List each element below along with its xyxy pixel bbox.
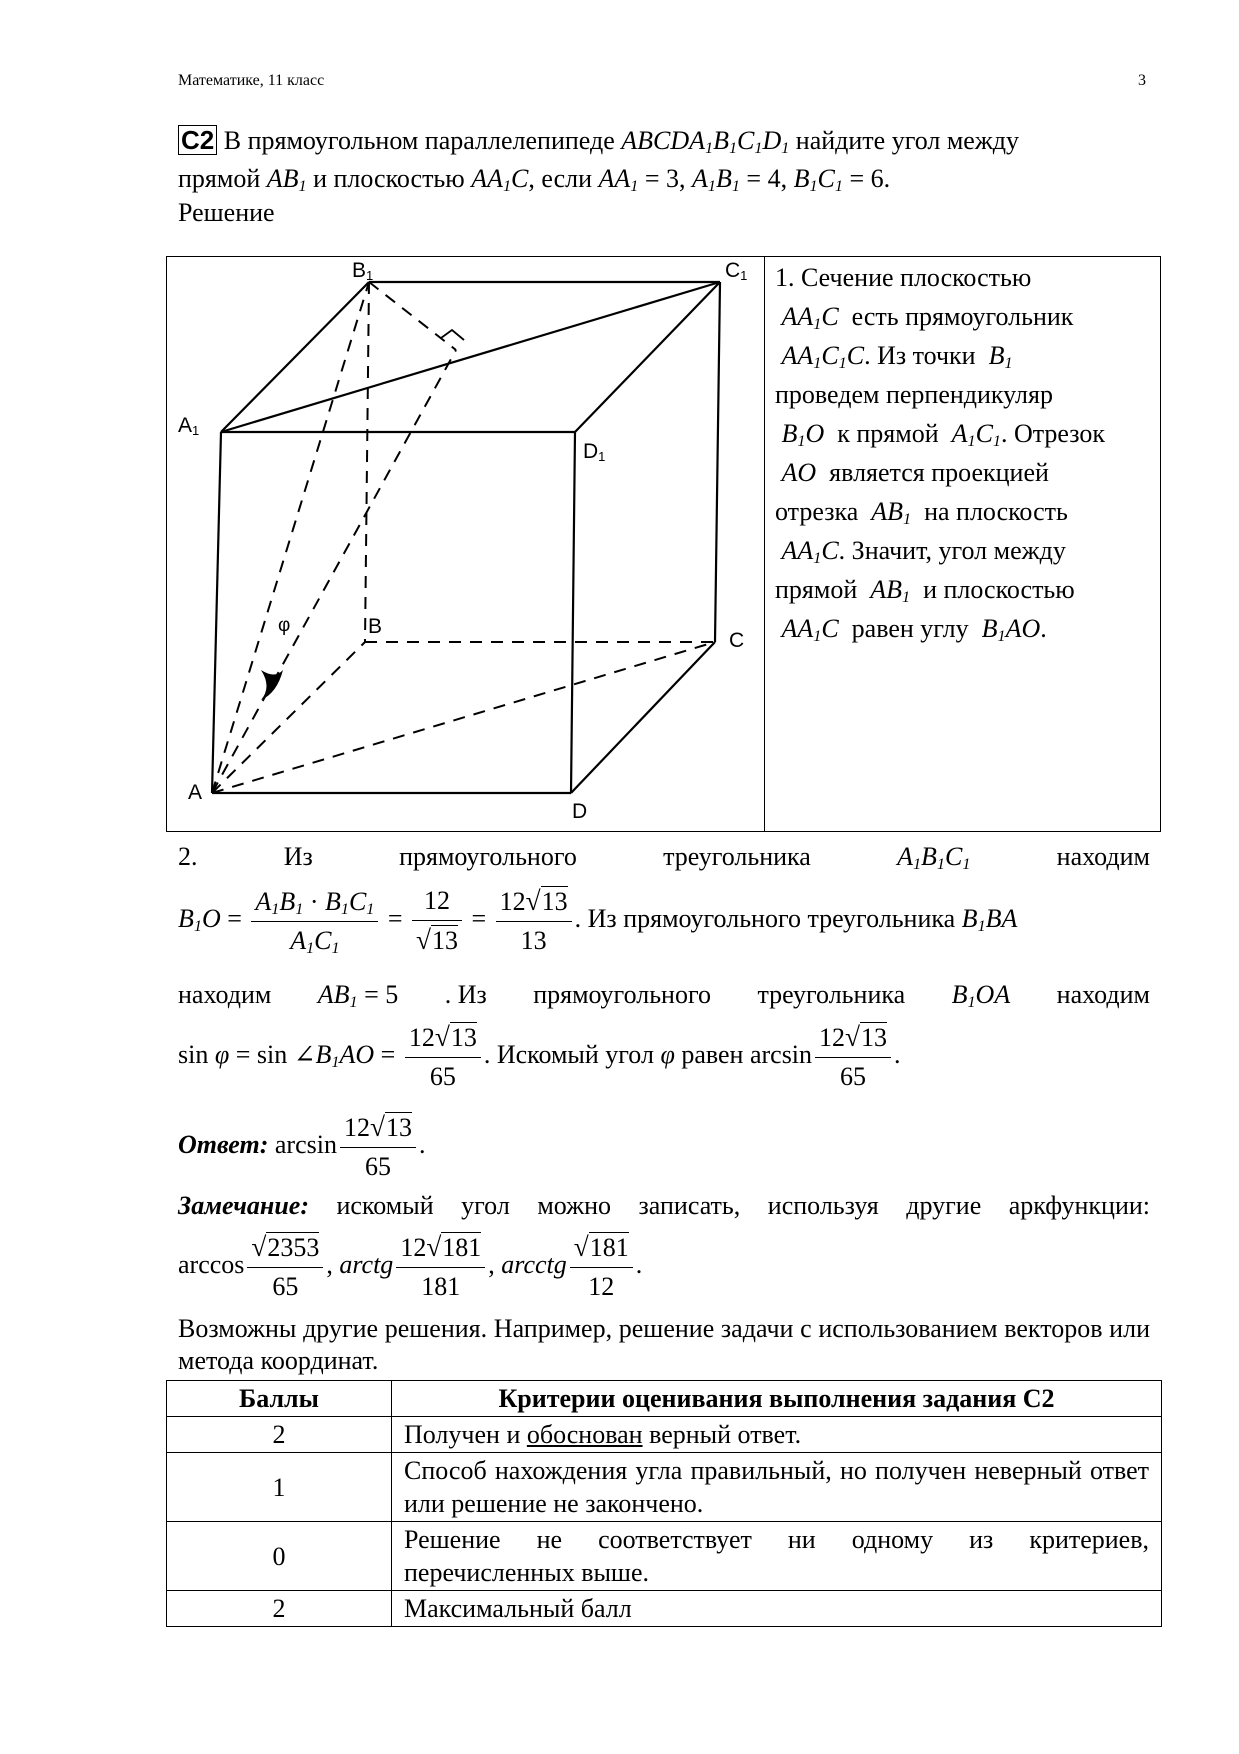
label-b: B [368, 615, 383, 638]
table-row: 2 Получен и обоснован верный ответ. [167, 1417, 1162, 1453]
formula-sin: $\sin \varphi = \sin \angle B_1AO$ = $\frac{12√13}{65}$ . Искомый угол φ равен arcsin $\frac{12√13}{65}$ . [178, 1018, 901, 1096]
step2-line3: находим $AB_1 = 5$ . Из прямоугольного треугольника $B_1OA$ находим [178, 980, 1150, 1012]
answer: Ответ: arcsin $\frac{12√13}{65}$ . [178, 1108, 425, 1186]
note-label: Замечание: [178, 1191, 309, 1220]
page-number: 3 [1138, 72, 1146, 89]
edge-b1-b [365, 282, 369, 642]
edge-d1-d [571, 432, 575, 793]
solid-name: $ABCDA_1B_1C_1D_1$ [621, 126, 790, 158]
segment-b1-o [369, 282, 456, 350]
formula-b1o: $B_1O$ = $\frac{A_1B_1 \cdot B_1C_1}{A_1C_1}$ = $\frac{12}{√13}$ = $\frac{12√13}{13}$ . Из прямоугольного треугольника $B_1BA$ [178, 882, 1017, 960]
label-c1: C1 [725, 259, 748, 283]
task-statement: С2 В прямоугольном параллелепипеде $ABCDA_1B_1C_1D_1$ найдите угол между прямой $AB_1$ и плоскостью $AA_1C$, если $AA_1 = 3$, $A_1B_1 = 4$, $B_1C_1 = 6$. Решение [178, 122, 1150, 228]
table-row: 2 Максимальный балл [167, 1591, 1162, 1627]
header-subject: Математике, 11 класс [178, 72, 325, 89]
label-a1: A1 [178, 414, 200, 438]
criteria-table [166, 1380, 1162, 1627]
figure-separator [764, 256, 765, 832]
header-criteria: Критерии оценивания выполнения задания С2 [392, 1381, 1162, 1417]
label-b1: B1 [352, 259, 374, 283]
edge-c1-c [715, 282, 720, 642]
side-explanation: 1. Сечение плоскостью $AA_1C$ есть прямоугольник $AA_1C_1C$. Из точки $B_1$ проведем перпендикуляр $B_1O$ к прямой $A_1C_1$. Отрезок AO является проекцией отрезка $AB_1$ на плоскость $AA_1C$. Значит, угол между прямой $AB_1$ и плоскостью $AA_1C$ равен углу $B_1AO$. [775, 263, 1106, 646]
label-phi: φ [278, 615, 291, 636]
alternative-solutions: Возможны другие решения. Например, решение задачи с использованием векторов или метода координат. [178, 1314, 1150, 1375]
table-row: 0 Решение не соответствует ни одному из критериев, перечисленных выше. [167, 1522, 1162, 1591]
solution-label: Решение [178, 198, 275, 227]
label-d: D [572, 800, 588, 823]
table-header-row [167, 1381, 1162, 1417]
note-formulas: arccos $\frac{√2353}{65}$ , arctg $\frac{12√181}{181}$ , arcctg $\frac{√181}{12}$ . [178, 1228, 642, 1306]
table-row: 1 Способ нахождения угла правильный, но получен неверный ответ или решение не закончено. [167, 1453, 1162, 1522]
note: Замечание: искомый угол можно записать, используя другие аркфункции: [178, 1191, 1151, 1220]
answer-label: Ответ: [178, 1129, 269, 1159]
right-angle-mark [441, 330, 464, 340]
label-d1: D1 [583, 440, 606, 464]
step2-line1: 2. Из прямоугольного треугольника $A_1B_1C_1$ находим [178, 842, 1150, 874]
cuboid-figure [166, 256, 764, 832]
label-a: A [188, 781, 203, 804]
angle-arc [261, 670, 283, 700]
edge-a1-a [212, 432, 221, 793]
header-points: Баллы [167, 1381, 392, 1417]
segment-a-o [212, 350, 456, 793]
label-c: C [729, 629, 745, 652]
task-id: С2 [178, 125, 217, 155]
edge-a-b [212, 642, 365, 793]
